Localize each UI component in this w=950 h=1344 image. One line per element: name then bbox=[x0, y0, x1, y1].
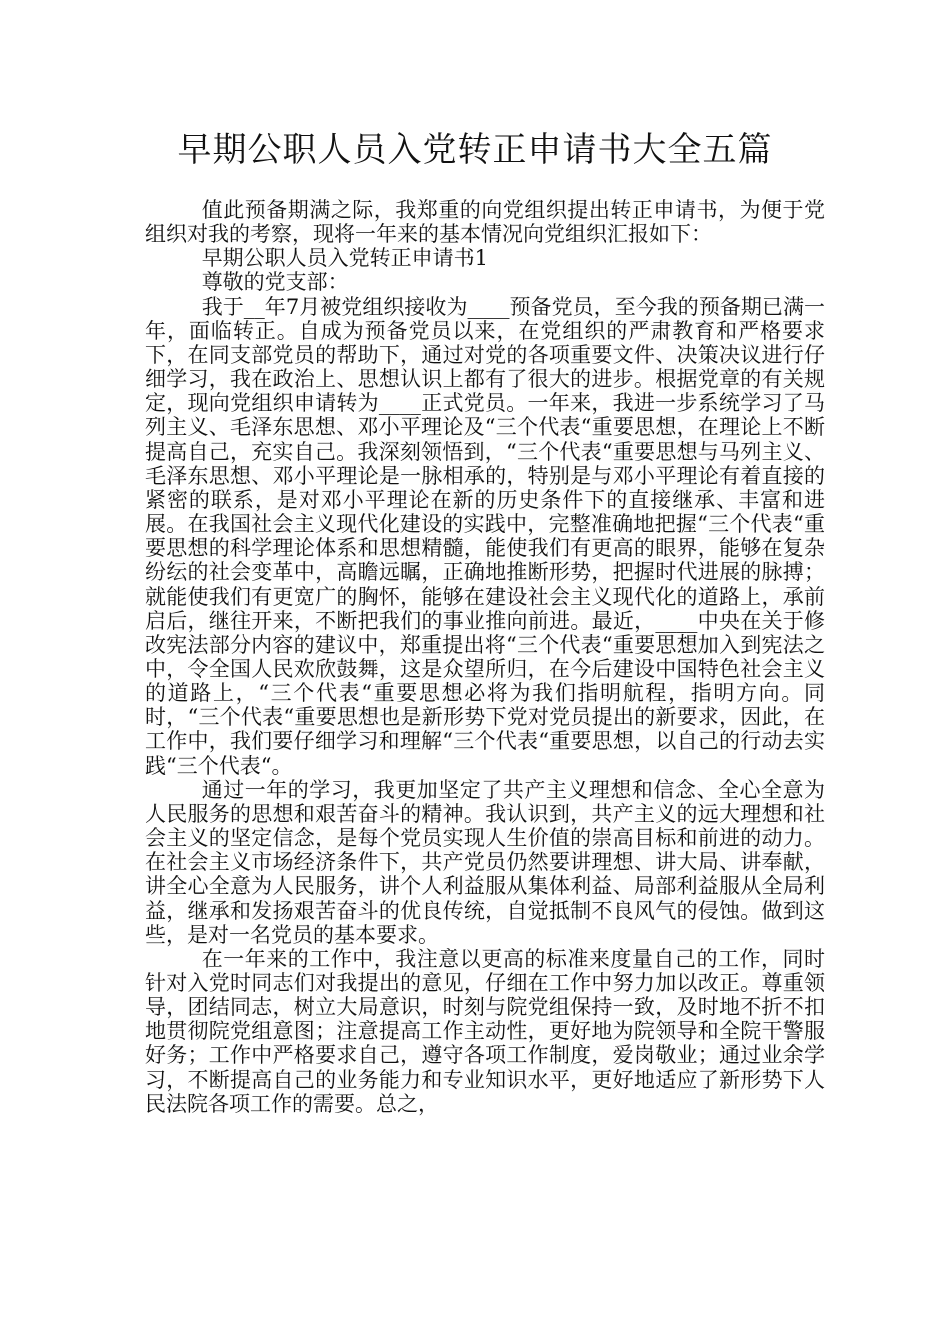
body-paragraph: 我于__年7月被党组织接收为____预备党员，至今我的预备期已满一年，面临转正。自成为预备党员以来，在党组织的严肃教育和严格要求下，在同支部党员的帮助下，通过对党的各项重要文件、决策决议进行仔细学习，我在政治上、思想认识上都有了很大的进步。根据党章的有关规定，现向党组织申请转为____正式党员。一年来，我进一步系统学习了马列主义、毛泽东思想、邓小平理论及“三个代表“重要思想，在理论上不断提高自己，充实自己。我深刻领悟到，“三个代表“重要思想与马列主义、毛泽东思想、邓小平理论是一脉相承的，特别是与邓小平理论有着直接的紧密的联系，是对邓小平理论在新的历史条件下的直接继承、丰富和进展。在我国社会主义现代化建设的实践中，完整准确地把握“三个代表“重要思想的科学理论体系和思想精髓，能使我们有更高的眼界，能够在复杂纷纭的社会变革中，高瞻远瞩，正确地推断形势，把握时代进展的脉搏；就能使我们有更宽广的胸怀，能够在建设社会主义现代化的道路上，承前启后，继往开来，不断把我们的事业推向前进。最近，____中央在关于修改宪法部分内容的建议中，郑重提出将“三个代表“重要思想加入到宪法之中，令全国人民欢欣鼓舞，这是众望所归，在今后建设中国特色社会主义的道路上，“三个代表“重要思想必将为我们指明航程，指明方向。同时，“三个代表“重要思想也是新形势下党对党员提出的新要求，因此，在工作中，我们要仔细学习和理解“三个代表“重要思想，以自己的行动去实践“三个代表“。 bbox=[145, 294, 825, 778]
section-heading: 早期公职人员入党转正申请书1 bbox=[201, 246, 489, 271]
document-title: 早期公职人员入党转正申请书大全五篇 bbox=[177, 130, 773, 170]
document-body bbox=[145, 198, 825, 1116]
salutation: 尊敬的党支部： bbox=[201, 270, 349, 295]
body-paragraph: 在一年来的工作中，我注意以更高的标准来度量自己的工作，同时针对入党时同志们对我提出的意见，仔细在工作中努力加以改正。尊重领导，团结同志，树立大局意识，时刻与院党组保持一致，及时地不折不扣地贯彻院党组意图；注意提高工作主动性，更好地为院领导和全院干警服好务；工作中严格要求自己，遵守各项工作制度，爱岗敬业；通过业余学习，不断提高自己的业务能力和专业知识水平，更好地适应了新形势下人民法院各项工作的需要。总之， bbox=[145, 946, 825, 1116]
intro-paragraph: 值此预备期满之际，我郑重的向党组织提出转正申请书，为便于党组织对我的考察，现将一年来的基本情况向党组织汇报如下： bbox=[145, 198, 825, 247]
body-paragraph: 通过一年的学习，我更加坚定了共产主义理想和信念、全心全意为人民服务的思想和艰苦奋斗的精神。我认识到，共产主义的远大理想和社会主义的坚定信念，是每个党员实现人生价值的崇高目标和前进的动力。在社会主义市场经济条件下，共产党员仍然要讲理想、讲大局、讲奉献，讲全心全意为人民服务，讲个人利益服从集体利益、局部利益服从全局利益，继承和发扬艰苦奋斗的优良传统，自觉抵制不良风气的侵蚀。做到这些，是对一名党员的基本要求。 bbox=[145, 777, 825, 947]
